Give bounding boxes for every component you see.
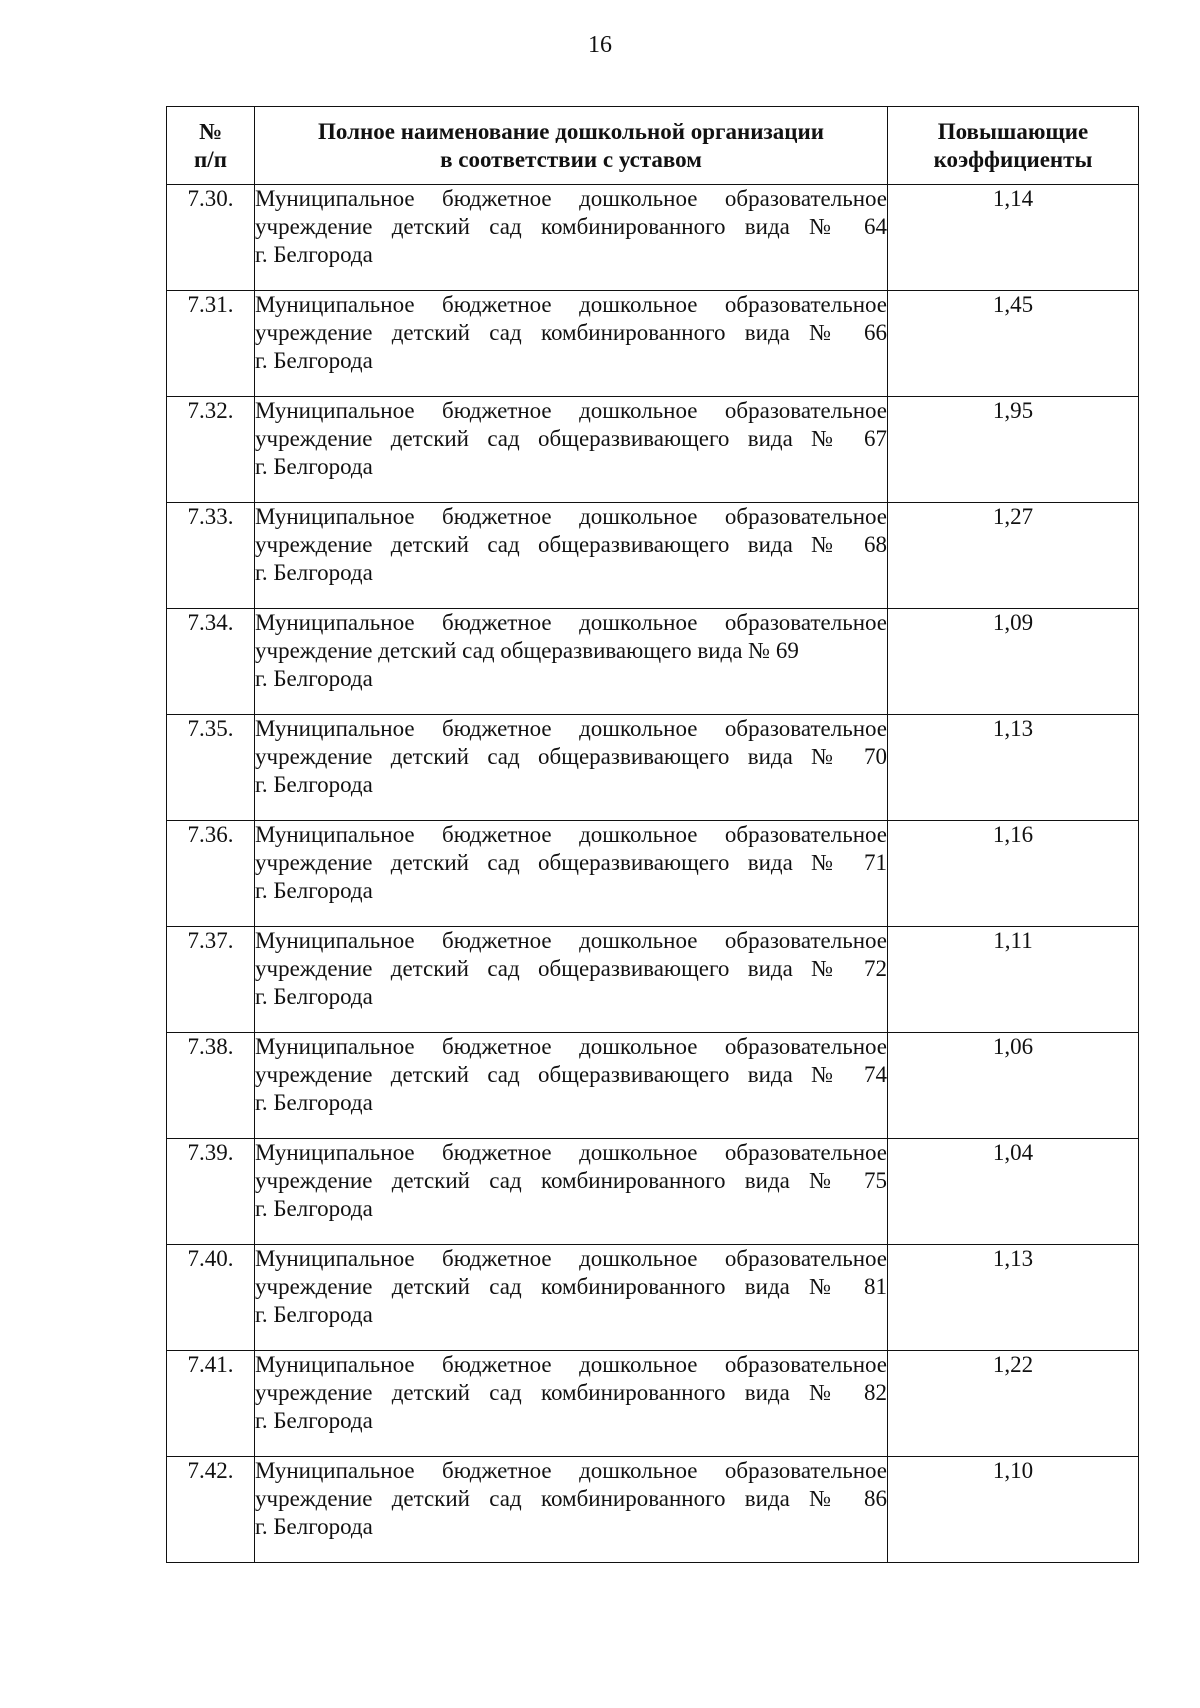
coefficient-value: 1,16 bbox=[888, 821, 1139, 927]
row-number: 7.34. bbox=[167, 609, 255, 715]
organization-name-line: Муниципальное бюджетное дошкольное образовательное bbox=[255, 1246, 887, 1271]
header-coefficients bbox=[888, 107, 1139, 185]
organization-name bbox=[255, 291, 888, 397]
organization-name-line: Муниципальное бюджетное дошкольное образовательное bbox=[255, 504, 887, 529]
row-number: 7.35. bbox=[167, 715, 255, 821]
header-number-line1: № bbox=[198, 118, 223, 144]
page-number: 16 bbox=[588, 32, 612, 58]
header-name-line1: Полное наименование дошкольной организации bbox=[318, 118, 824, 144]
coefficient-value: 1,45 bbox=[888, 291, 1139, 397]
table-row bbox=[167, 1033, 1139, 1139]
organization-name bbox=[255, 1457, 888, 1563]
organization-name-line: г. Белгорода bbox=[255, 348, 373, 373]
organization-name-line: учреждение детский сад общеразвивающего вида № 70 bbox=[255, 744, 887, 769]
row-number: 7.39. bbox=[167, 1139, 255, 1245]
organization-name bbox=[255, 1245, 888, 1351]
organization-name-line: г. Белгорода bbox=[255, 454, 373, 479]
header-number-line2: п/п bbox=[194, 146, 227, 172]
row-number: 7.40. bbox=[167, 1245, 255, 1351]
organizations-table bbox=[166, 106, 1139, 1563]
header-row bbox=[167, 107, 1139, 185]
row-number: 7.41. bbox=[167, 1351, 255, 1457]
table-row bbox=[167, 1351, 1139, 1457]
table-row bbox=[167, 927, 1139, 1033]
coefficient-value: 1,27 bbox=[888, 503, 1139, 609]
organization-name-line: г. Белгорода bbox=[255, 1408, 373, 1433]
organization-name-line: Муниципальное бюджетное дошкольное образовательное bbox=[255, 1034, 887, 1059]
header-coefficients-line2: коэффициенты bbox=[933, 146, 1093, 172]
organization-name bbox=[255, 715, 888, 821]
table-row bbox=[167, 397, 1139, 503]
organization-name-line: учреждение детский сад общеразвивающего вида № 68 bbox=[255, 532, 887, 557]
organization-name bbox=[255, 503, 888, 609]
organization-name-line: учреждение детский сад общеразвивающего вида № 71 bbox=[255, 850, 887, 875]
organization-name-line: Муниципальное бюджетное дошкольное образовательное bbox=[255, 1140, 887, 1165]
organization-name-line: г. Белгорода bbox=[255, 772, 373, 797]
row-number: 7.30. bbox=[167, 185, 255, 291]
organization-name-line: учреждение детский сад комбинированного вида № 81 bbox=[255, 1274, 887, 1299]
organization-name bbox=[255, 397, 888, 503]
organization-name bbox=[255, 609, 888, 715]
organization-name-line: г. Белгорода bbox=[255, 1090, 373, 1115]
coefficient-value: 1,13 bbox=[888, 1245, 1139, 1351]
organization-name-line: г. Белгорода bbox=[255, 1302, 373, 1327]
coefficient-value: 1,11 bbox=[888, 927, 1139, 1033]
organization-name-line: г. Белгорода bbox=[255, 1196, 373, 1221]
header-name bbox=[255, 107, 888, 185]
row-number: 7.42. bbox=[167, 1457, 255, 1563]
row-number: 7.37. bbox=[167, 927, 255, 1033]
organization-name-line: Муниципальное бюджетное дошкольное образовательное bbox=[255, 716, 887, 741]
organization-name-line: г. Белгорода bbox=[255, 1514, 373, 1539]
organization-name-line: учреждение детский сад комбинированного вида № 75 bbox=[255, 1168, 887, 1193]
organization-name-line: г. Белгорода bbox=[255, 666, 373, 691]
coefficient-value: 1,95 bbox=[888, 397, 1139, 503]
organization-name-line: Муниципальное бюджетное дошкольное образовательное bbox=[255, 928, 887, 953]
row-number: 7.32. bbox=[167, 397, 255, 503]
coefficient-value: 1,10 bbox=[888, 1457, 1139, 1563]
organization-name-line: г. Белгорода bbox=[255, 242, 373, 267]
organization-name-line: Муниципальное бюджетное дошкольное образовательное bbox=[255, 822, 887, 847]
header-number bbox=[167, 107, 255, 185]
coefficient-value: 1,13 bbox=[888, 715, 1139, 821]
organization-name-line: Муниципальное бюджетное дошкольное образовательное bbox=[255, 186, 887, 211]
organization-name bbox=[255, 1033, 888, 1139]
table-header bbox=[167, 107, 1139, 185]
table-row bbox=[167, 821, 1139, 927]
organization-name bbox=[255, 821, 888, 927]
table-body bbox=[167, 185, 1139, 1563]
organization-name-line: Муниципальное бюджетное дошкольное образовательное bbox=[255, 610, 887, 635]
organization-name-line: г. Белгорода bbox=[255, 984, 373, 1009]
organization-name bbox=[255, 1139, 888, 1245]
organization-name-line: учреждение детский сад общеразвивающего вида № 67 bbox=[255, 426, 887, 451]
organization-name bbox=[255, 927, 888, 1033]
coefficient-value: 1,04 bbox=[888, 1139, 1139, 1245]
organization-name-line: учреждение детский сад комбинированного вида № 64 bbox=[255, 214, 887, 239]
coefficient-value: 1,14 bbox=[888, 185, 1139, 291]
table-row bbox=[167, 715, 1139, 821]
table-row bbox=[167, 1139, 1139, 1245]
organization-name-line: г. Белгорода bbox=[255, 560, 373, 585]
coefficient-value: 1,22 bbox=[888, 1351, 1139, 1457]
organization-name-line: Муниципальное бюджетное дошкольное образовательное bbox=[255, 292, 887, 317]
organization-name-line: учреждение детский сад общеразвивающего вида № 74 bbox=[255, 1062, 887, 1087]
table-row bbox=[167, 503, 1139, 609]
table-row bbox=[167, 609, 1139, 715]
organization-name-line: учреждение детский сад комбинированного вида № 82 bbox=[255, 1380, 887, 1405]
header-name-line2: в соответствии с уставом bbox=[440, 146, 702, 172]
organization-name-line: учреждение детский сад комбинированного вида № 66 bbox=[255, 320, 887, 345]
organization-name-line: г. Белгорода bbox=[255, 878, 373, 903]
coefficient-value: 1,09 bbox=[888, 609, 1139, 715]
header-coefficients-line1: Повышающие bbox=[937, 118, 1089, 144]
row-number: 7.38. bbox=[167, 1033, 255, 1139]
row-number: 7.33. bbox=[167, 503, 255, 609]
table-row bbox=[167, 1457, 1139, 1563]
row-number: 7.31. bbox=[167, 291, 255, 397]
organization-name-line: Муниципальное бюджетное дошкольное образовательное bbox=[255, 1352, 887, 1377]
organization-name-line: учреждение детский сад общеразвивающего вида № 72 bbox=[255, 956, 887, 981]
organization-name bbox=[255, 1351, 888, 1457]
organization-name bbox=[255, 185, 888, 291]
table-row bbox=[167, 185, 1139, 291]
organization-name-line: Муниципальное бюджетное дошкольное образовательное bbox=[255, 1458, 887, 1483]
coefficient-value: 1,06 bbox=[888, 1033, 1139, 1139]
table-row bbox=[167, 291, 1139, 397]
organization-name-line: учреждение детский сад комбинированного вида № 86 bbox=[255, 1486, 887, 1511]
organization-name-line: учреждение детский сад общеразвивающего вида № 69 bbox=[255, 638, 799, 663]
organization-name-line: Муниципальное бюджетное дошкольное образовательное bbox=[255, 398, 887, 423]
table-row bbox=[167, 1245, 1139, 1351]
row-number: 7.36. bbox=[167, 821, 255, 927]
